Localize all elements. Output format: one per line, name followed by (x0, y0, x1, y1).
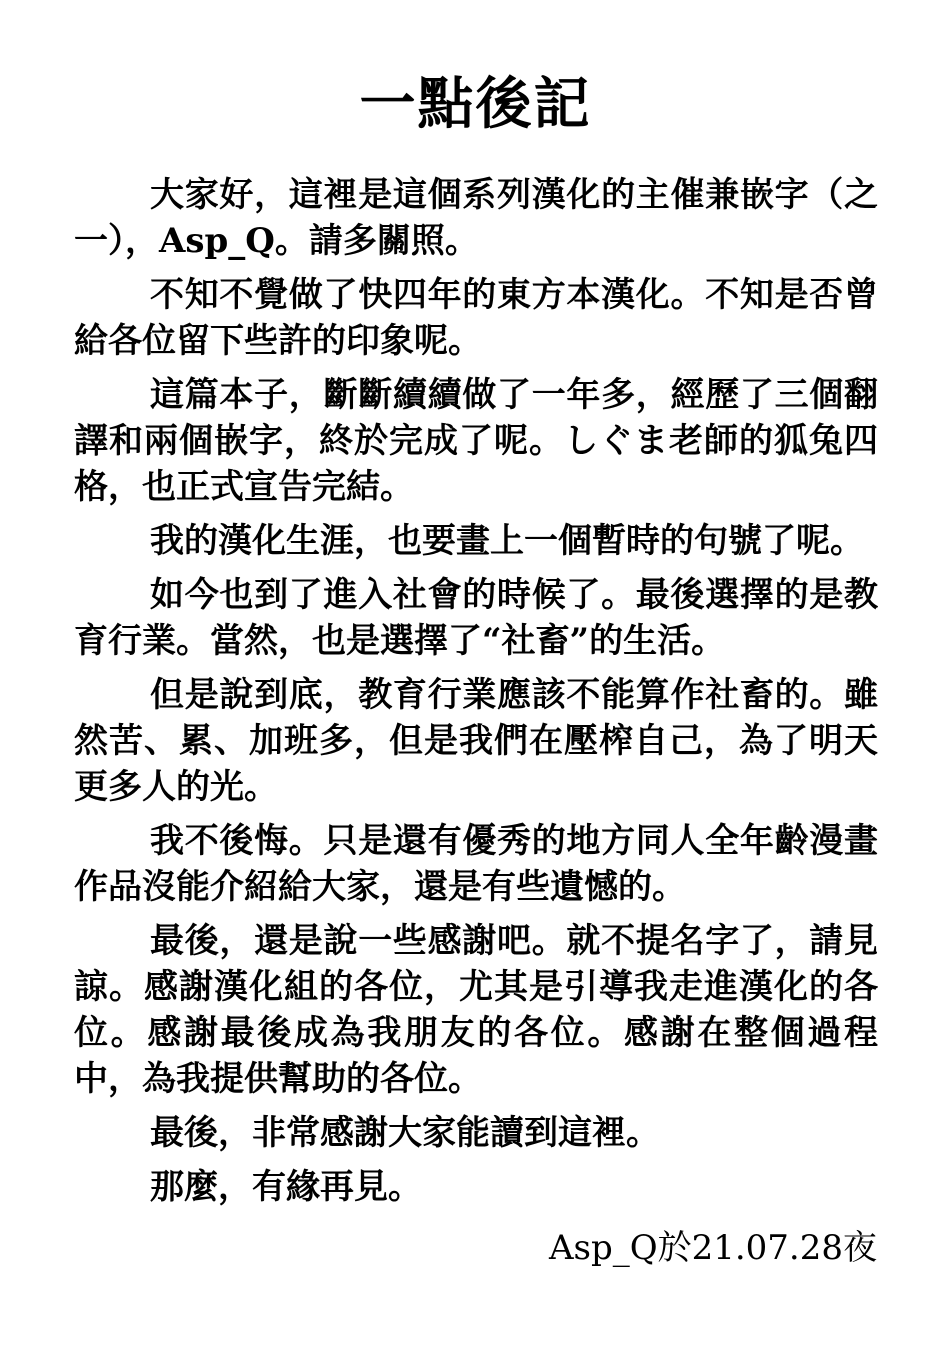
paragraph: 最後，非常感謝大家能讀到這裡。 (150, 1113, 660, 1153)
paragraph: 我的漢化生涯，也要畫上一個暫時的句號了呢。 (150, 521, 864, 561)
paragraph: 那麼，有緣再見。 (150, 1167, 422, 1207)
page-title: 一點後記 (359, 71, 592, 137)
afterword-body (74, 172, 878, 1218)
paragraph: 這篇本子，斷斷續續做了一年多，經歷了三個翻譯和兩個嵌字，終於完成了呢。しぐま老師的狐兔四格，也正式宣告完結。 (74, 375, 878, 507)
paragraph: 大家好，這裡是這個系列漢化的主催兼嵌字（之一），Asp_Q。請多關照。 (74, 175, 878, 261)
paragraph: 我不後悔。只是還有優秀的地方同人全年齡漫畫作品沒能介紹給大家，還是有些遺憾的。 (74, 821, 878, 907)
paragraph: 最後，還是說一些感謝吧。就不提名字了，請見諒。感謝漢化組的各位，尤其是引導我走進漢化的各位。感謝最後成為我朋友的各位。感謝在整個過程中，為我提供幫助的各位。 (74, 921, 878, 1099)
paragraph: 但是說到底，教育行業應該不能算作社畜的。雖然苦、累、加班多，但是我們在壓榨自己，為了明天更多人的光。 (74, 675, 878, 807)
paragraph: 不知不覺做了快四年的東方本漢化。不知是否曾給各位留下些許的印象呢。 (74, 275, 878, 361)
signature: Asp_Q於21.07.28夜 (548, 1228, 877, 1268)
paragraph: 如今也到了進入社會的時候了。最後選擇的是教育行業。當然，也是選擇了“社畜”的生活。 (74, 575, 878, 661)
